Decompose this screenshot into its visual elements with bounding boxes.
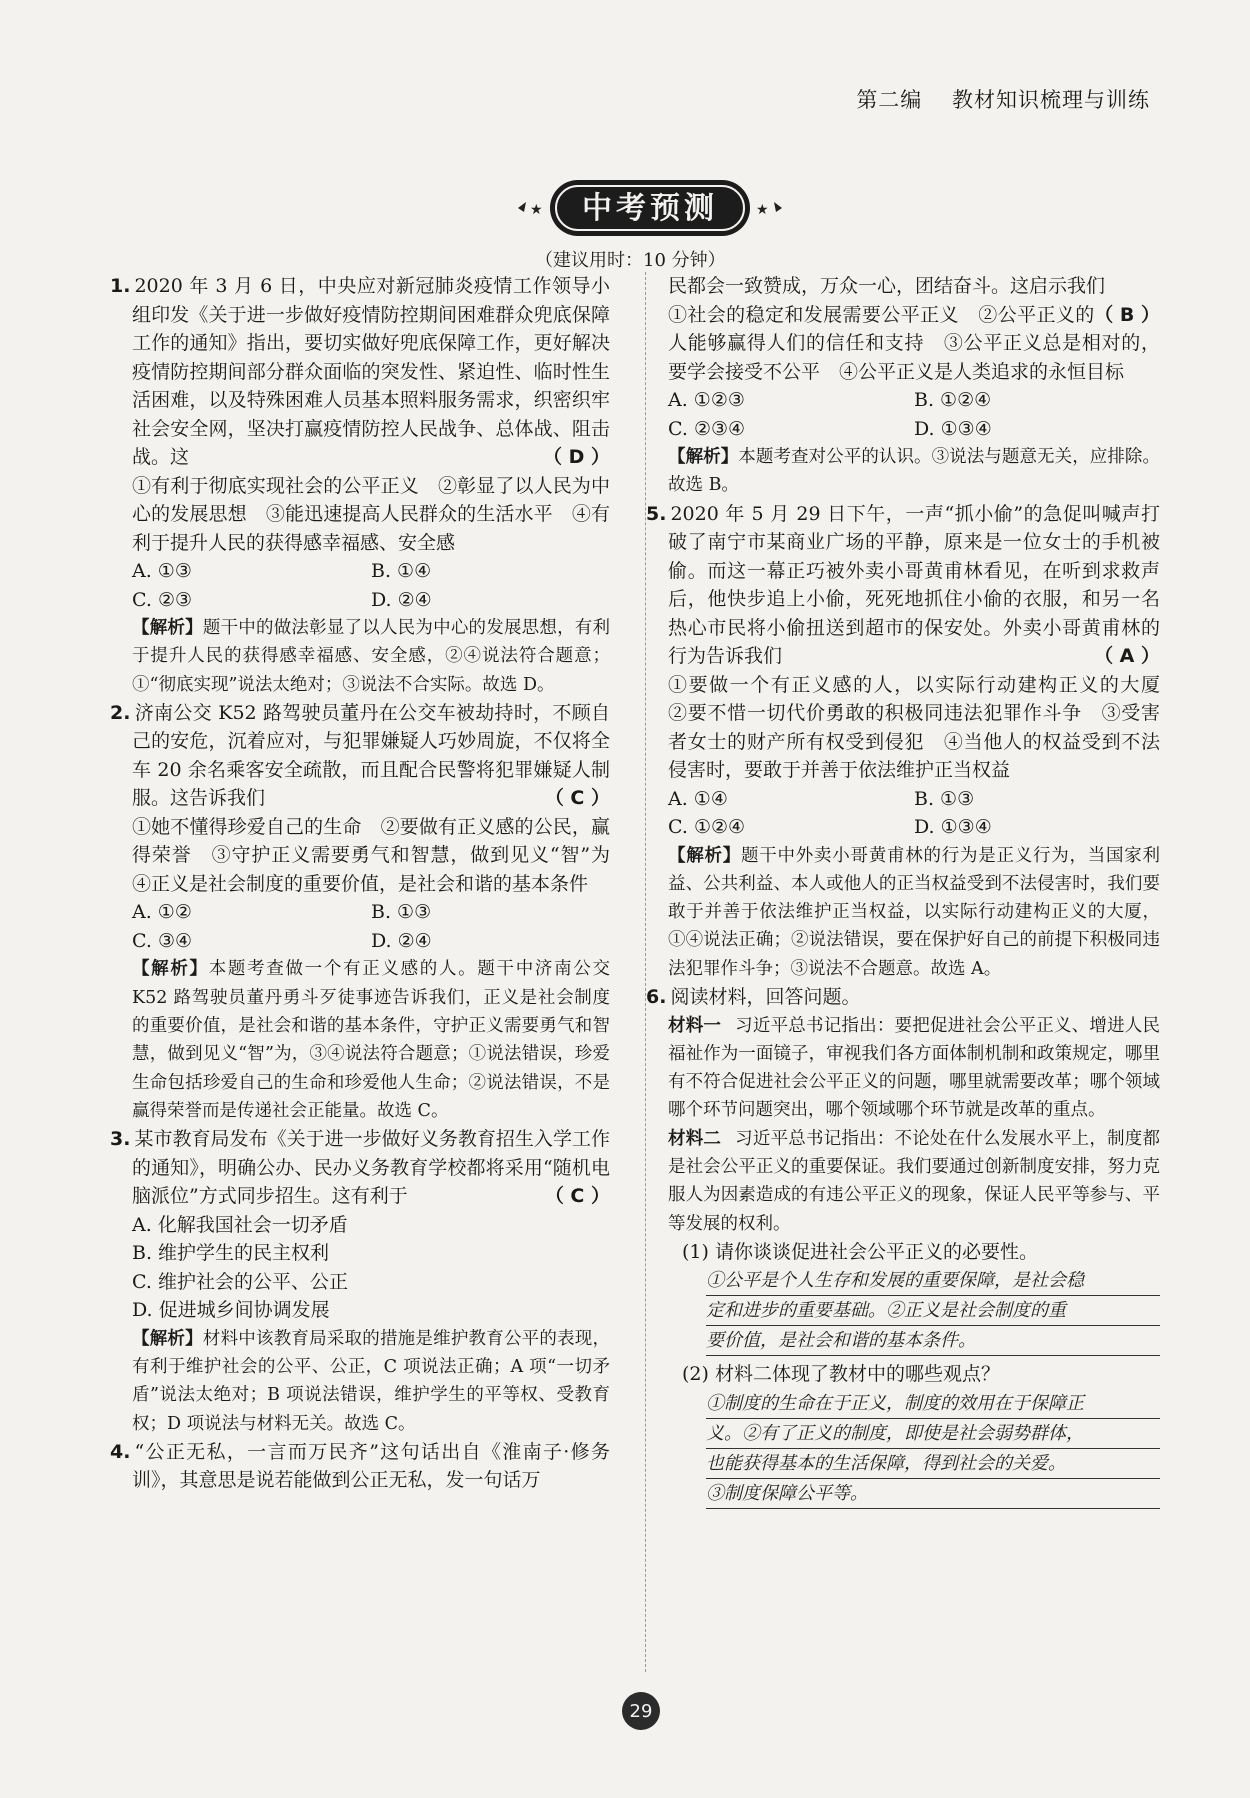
option-b: B. ①③ bbox=[371, 901, 432, 924]
analysis-tag: 【解析】 bbox=[132, 618, 203, 638]
analysis-text: 题干中外卖小哥黄甫林的行为是正义行为，当国家利益、公共利益、本人或他人的正当权益受到不法侵害时，我们要敢于并善于依法维护正当权益，以实际行动建构正义的大厦，①④说法正确；②说法错误，要在保护好自己的前提下积极同违法犯罪作斗争；③说法不合题意。故选 A。 bbox=[668, 845, 1160, 979]
answer-line: 也能获得基本的生活保障，得到社会的关爱。 bbox=[706, 1449, 1160, 1479]
material-tag: 材料一 bbox=[668, 1015, 722, 1036]
options bbox=[132, 898, 610, 955]
question-number: 5. bbox=[646, 502, 667, 525]
analysis-2 bbox=[132, 955, 610, 1125]
sub-question-1: (1) 请你谈谈促进社会公平正义的必要性。 bbox=[682, 1240, 1038, 1263]
analysis-text: 题干中的做法彰显了以人民为中心的发展思想，有利于提升人民的获得感幸福感、安全感，②④说法符合题意；①“彻底实现”说法太绝对；③说法不合实际。故选 D。 bbox=[132, 618, 611, 695]
material-2 bbox=[668, 1125, 1160, 1238]
question-statements: ①有利于彻底实现社会的公平正义 ②彰显了以人民为中心的发展思想 ③能迅速提高人民群众的生活水平 ④有利于提升人民的获得感幸福感、安全感 bbox=[132, 474, 610, 554]
question-number: 2. bbox=[110, 701, 131, 724]
svg-text:★: ★ bbox=[530, 202, 543, 218]
option-d: D. ①③④ bbox=[914, 417, 992, 440]
banner-title: 中考预测 bbox=[582, 191, 718, 226]
option-d: D. 促进城乡间协调发展 bbox=[132, 1299, 330, 1322]
answer-bracket: （ C ） bbox=[544, 1185, 610, 1208]
question-4-continued bbox=[668, 272, 1160, 326]
options bbox=[668, 386, 1160, 443]
option-a: A. ①④ bbox=[668, 787, 728, 810]
question-1 bbox=[110, 272, 610, 472]
question-stem: “公正无私，一言而万民齐”这句话出自《淮南子·修务训》，其意思是说若能做到公正无私，发一句话万 bbox=[132, 1440, 610, 1492]
question-statements: ①要做一个有正义感的人，以实际行动建构正义的大厦 ②要不惜一切代价勇敢的积极同违法犯罪作斗争 ③受害者女士的财产所有权受到侵犯 ④当他人的权益受到不法侵害时，要敢于并善于依法维护正当权益 bbox=[668, 673, 1180, 782]
option-c: C. ③④ bbox=[132, 929, 193, 952]
option-b: B. ①④ bbox=[371, 560, 432, 582]
section-banner bbox=[510, 172, 790, 244]
answer-line: ③制度保障公平等。 bbox=[706, 1479, 1160, 1509]
right-column bbox=[646, 272, 1180, 1513]
analysis-tag: 【解析】 bbox=[132, 959, 209, 980]
question-stem: 民都会一致赞成，万众一心，团结奋斗。这启示我们 bbox=[668, 275, 1106, 297]
option-a: A. ①③ bbox=[132, 560, 192, 582]
left-column bbox=[110, 272, 630, 1495]
analysis-tag: 【解析】 bbox=[668, 447, 739, 467]
material-1 bbox=[668, 1012, 1160, 1125]
page-header bbox=[834, 84, 1150, 114]
material-text: 习近平总书记指出：不论处在什么发展水平上，制度都是社会公平正义的重要保证。我们要通过创新制度安排，努力克服人为因素造成的有违公平正义的现象，保证人民平等参与、平等发展的权利。 bbox=[668, 1128, 1161, 1234]
page-number: 29 bbox=[622, 1692, 660, 1730]
question-5 bbox=[646, 500, 1160, 671]
answer-bracket: （ A ） bbox=[1094, 645, 1160, 668]
question-number: 6. bbox=[646, 986, 667, 1009]
answer-bracket: （ C ） bbox=[544, 787, 610, 810]
options bbox=[132, 557, 610, 614]
question-2 bbox=[110, 699, 610, 813]
question-3 bbox=[110, 1125, 610, 1211]
question-number: 1. bbox=[110, 275, 131, 297]
analysis-text: 材料中该教育局采取的措施是维护教育公平的表现，有利于维护社会的公平、公正，C 项说法正确；A 项“一切矛盾”说法太绝对；B 项说法错误，维护学生的平等权、受教育权；D 项说法与材料无关。故选 C。 bbox=[132, 1328, 611, 1434]
options bbox=[668, 785, 1160, 842]
analysis-text: 本题考查对公平的认识。③说法与题意无关，应排除。故选 B。 bbox=[668, 447, 1160, 496]
handwritten-answer-2 bbox=[706, 1389, 1160, 1509]
answer-line: 定和进步的重要基础。②正义是社会制度的重 bbox=[706, 1296, 1160, 1326]
analysis-3 bbox=[132, 1325, 610, 1438]
question-number: 3. bbox=[110, 1128, 131, 1151]
options bbox=[132, 1211, 610, 1325]
answer-bracket: （ B ） bbox=[1094, 303, 1160, 326]
option-a: A. ①② bbox=[132, 901, 192, 924]
question-statements: ①社会的稳定和发展需要公平正义 ②公平正义的人能够赢得人们的信任和支持 ③公平正义总是相对的，要学会接受不公平 ④公平正义是人类追求的永恒目标 bbox=[668, 303, 1160, 383]
question-stem: 某市教育局发布《关于进一步做好义务教育招生入学工作的通知》，明确公办、民办义务教育学校都将采用“随机电脑派位”方式同步招生。这有利于 bbox=[132, 1128, 610, 1208]
answer-bracket: （ D ） bbox=[542, 446, 610, 468]
analysis-5 bbox=[668, 842, 1160, 983]
answer-line: 要价值，是社会和谐的基本条件。 bbox=[706, 1326, 1160, 1356]
column-divider bbox=[645, 272, 646, 1672]
question-number: 4. bbox=[110, 1440, 131, 1463]
header-title: 教材知识梳理与训练 bbox=[952, 88, 1150, 112]
answer-line: 义。②有了正义的制度，即使是社会弱势群体， bbox=[706, 1419, 1160, 1449]
option-d: D. ①③④ bbox=[914, 816, 992, 839]
material-tag: 材料二 bbox=[668, 1128, 722, 1149]
question-stem: 2020 年 3 月 6 日，中央应对新冠肺炎疫情工作领导小组印发《关于进一步做好疫情防控期间困难群众兜底保障工作的通知》指出，要切实做好兜底保障工作，更好解决疫情防控期间部分群众面临的突发性、紧迫性、临时性生活困难，以及特殊困难人员基本照料服务需求，织密织牢社会安全网，坚决打赢疫情防控人民战争、总体战、阻击战。这 bbox=[132, 275, 610, 468]
question-4 bbox=[110, 1438, 610, 1495]
banner-graphic bbox=[510, 172, 790, 244]
material-text: 习近平总书记指出：要把促进社会公平正义、增进人民福祉作为一面镜子，审视我们各方面体制机制和政策规定，哪里有不符合促进社会公平正义的问题，哪里就需要改革；哪个领域哪个环节问题突出，哪个领域哪个环节就是改革的重点。 bbox=[668, 1015, 1161, 1121]
svg-text:★: ★ bbox=[756, 202, 769, 218]
handwritten-answer-1 bbox=[706, 1266, 1160, 1356]
star-right-icon bbox=[774, 202, 782, 212]
option-b: B. ①②④ bbox=[914, 389, 992, 411]
option-b: B. ①③ bbox=[914, 787, 975, 810]
question-statements: ①她不懂得珍爱自己的生命 ②要做有正义感的公民，赢得荣誉 ③守护正义需要勇气和智慧，做到见义“智”为 ④正义是社会制度的重要价值，是社会和谐的基本条件 bbox=[132, 815, 630, 895]
time-hint: （建议用时：10 分钟） bbox=[535, 250, 726, 271]
option-d: D. ②④ bbox=[371, 929, 432, 952]
analysis-tag: 【解析】 bbox=[668, 845, 741, 866]
option-b: B. 维护学生的民主权利 bbox=[132, 1242, 330, 1265]
answer-line: ①制度的生命在于正义，制度的效用在于保障正 bbox=[706, 1389, 1160, 1419]
question-stem: 济南公交 K52 路驾驶员董丹在公交车被劫持时，不顾自己的安危，沉着应对，与犯罪嫌疑人巧妙周旋，不仅将全车 20 余名乘客安全疏散，而且配合民警将犯罪嫌疑人制服。这告诉我们 bbox=[132, 701, 610, 810]
question-6 bbox=[646, 983, 1160, 1012]
option-c: C. ①②④ bbox=[668, 816, 746, 839]
header-part: 第二编 bbox=[856, 88, 923, 112]
analysis-1 bbox=[132, 614, 610, 699]
option-a: A. ①②③ bbox=[668, 389, 745, 411]
answer-line: ①公平是个人生存和发展的重要保障，是社会稳 bbox=[706, 1266, 1160, 1296]
option-c: C. ②③④ bbox=[668, 417, 746, 440]
option-d: D. ②④ bbox=[371, 588, 432, 611]
option-a: A. 化解我国社会一切矛盾 bbox=[132, 1213, 348, 1236]
question-stem: 阅读材料，回答问题。 bbox=[670, 986, 861, 1009]
sub-question-2: (2) 材料二体现了教材中的哪些观点？ bbox=[682, 1363, 1000, 1386]
option-c: C. ②③ bbox=[132, 588, 193, 611]
analysis-tag: 【解析】 bbox=[132, 1328, 203, 1349]
question-stem: 2020 年 5 月 29 日下午，一声“抓小偷”的急促叫喊声打破了南宁市某商业广场的平静，原来是一位女士的手机被偷。而这一幕正巧被外卖小哥黄甫林看见，在听到求救声后，他快步追上小偷，死死地抓住小偷的衣服，和另一名热心市民将小偷扭送到超市的保安处。外卖小哥黄甫林的行为告诉我们 bbox=[668, 502, 1160, 668]
analysis-text: 本题考查做一个有正义感的人。题干中济南公交 K52 路驾驶员董丹勇斗歹徒事迹告诉我们，正义是社会制度的重要价值，是社会和谐的基本条件，守护正义需要勇气和智慧，做到见义“智”为，③④说法符合题意；①说法错误，珍爱生命包括珍爱自己的生命和珍爱他人生命；②说法错误，不是赢得荣誉而是传递社会正能量。故选 C。 bbox=[132, 959, 610, 1121]
star-left-icon bbox=[518, 202, 526, 212]
analysis-4 bbox=[668, 443, 1160, 500]
option-c: C. 维护社会的公平、公正 bbox=[132, 1270, 348, 1293]
